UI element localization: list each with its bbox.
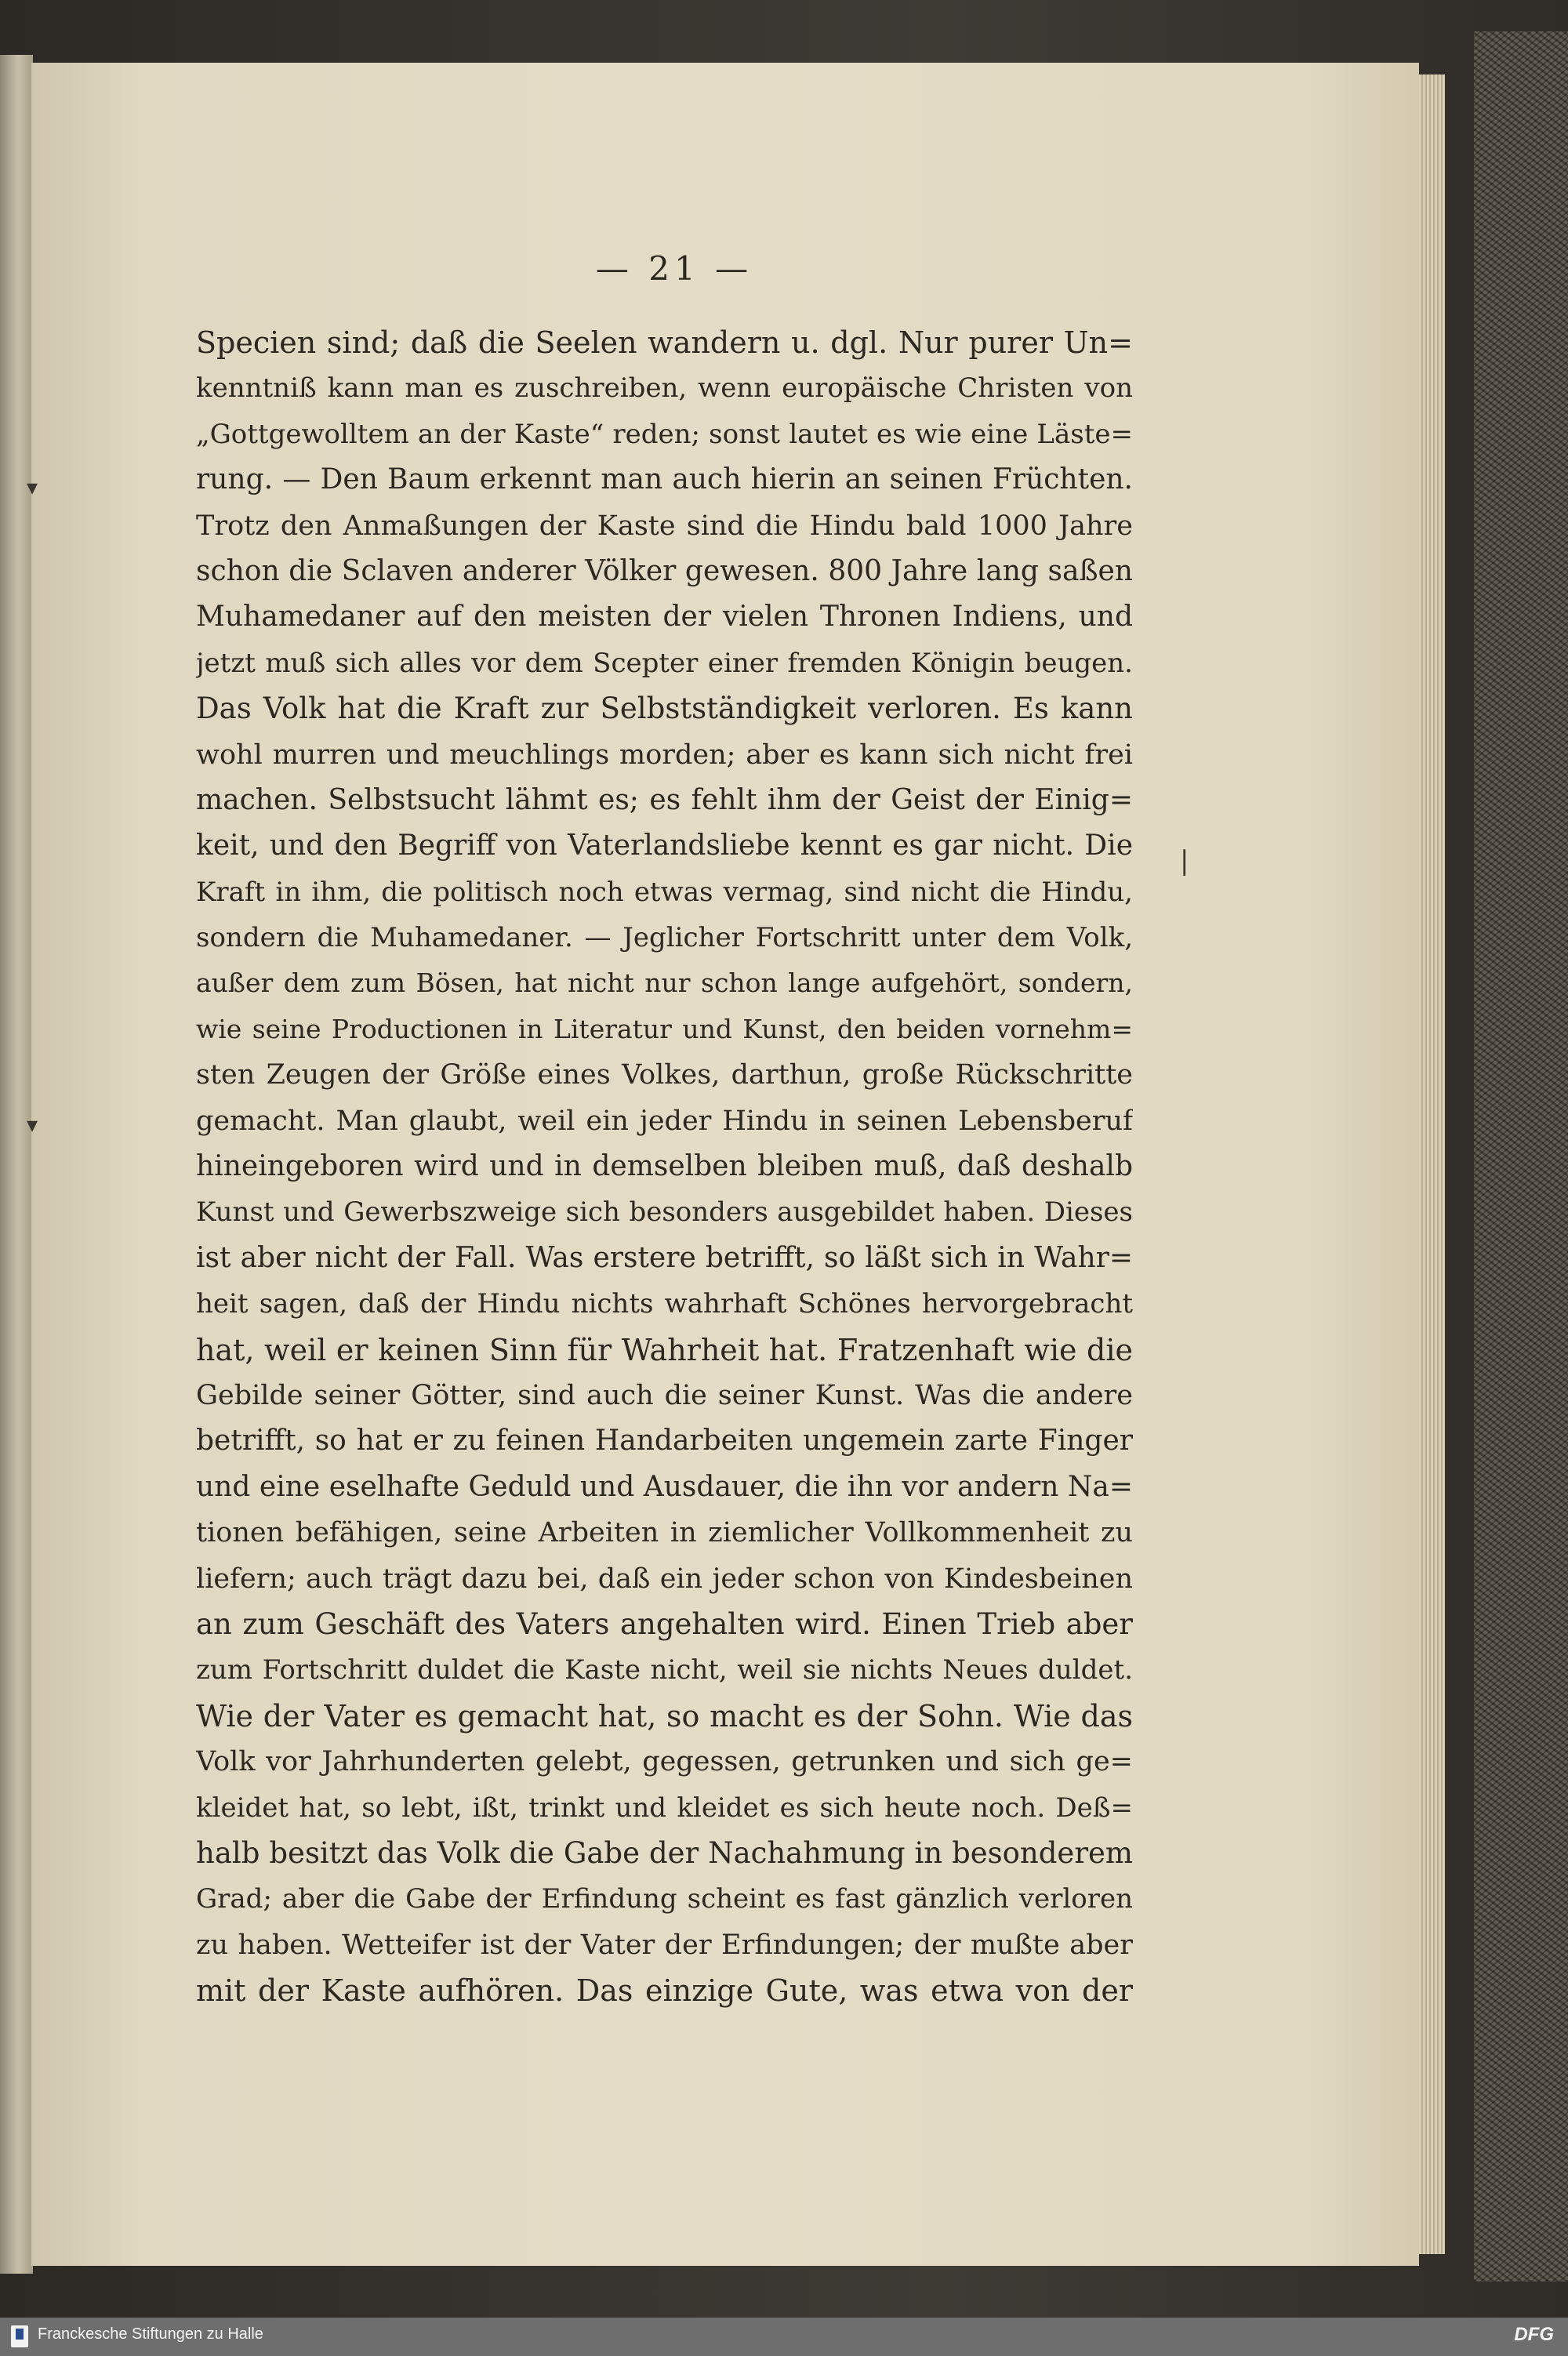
text-line: sondern die Muhamedaner. — Jeglicher Fortschritt unter dem Volk,	[196, 922, 1133, 954]
book-binding	[1474, 31, 1568, 2282]
text-line: und eine eselhafte Geduld und Ausdauer, die ihn vor andern Na=	[196, 1470, 1133, 1503]
text-line: gemacht. Man glaubt, weil ein jeder Hindu in seinen Lebensberuf	[196, 1105, 1133, 1137]
text-line: Das Volk hat die Kraft zur Selbstständigkeit verloren. Es kann	[196, 692, 1133, 726]
text-line: machen. Selbstsucht lähmt es; es fehlt ihm der Geist der Einig=	[196, 783, 1133, 816]
text-line: außer dem zum Bösen, hat nicht nur schon lange aufgehört, sondern,	[196, 967, 1133, 999]
text-line: jetzt muß sich alles vor dem Scepter einer fremden Königin beugen.	[196, 647, 1133, 679]
text-line: wie seine Productionen in Literatur und Kunst, den beiden vornehm=	[196, 1013, 1133, 1044]
text-line: halb besitzt das Volk die Gabe der Nachahmung in besonderem	[196, 1835, 1133, 1870]
left-page-edge	[0, 55, 33, 2274]
text-line: hineingeboren wird und in demselben bleiben muß, daß deshalb	[196, 1150, 1133, 1183]
text-line: heit sagen, daß der Hindu nichts wahrhaft Schönes hervorgebracht	[196, 1288, 1133, 1320]
text-line: Gebilde seiner Götter, sind auch die seiner Kunst. Was die andere	[196, 1379, 1133, 1411]
text-line: zum Fortschritt duldet die Kaste nicht, weil sie nichts Neues duldet.	[196, 1654, 1133, 1686]
text-line: rung. — Den Baum erkennt man auch hierin an seinen Früchten.	[196, 463, 1133, 496]
text-line: „Gottgewolltem an der Kaste“ reden; sonst lautet es wie eine Läste=	[196, 418, 1133, 450]
text-line: liefern; auch trägt dazu bei, daß ein jeder schon von Kindesbeinen	[196, 1563, 1133, 1595]
body-text	[196, 320, 1133, 2013]
text-line: keit, und den Begriff von Vaterlandsliebe kennt es gar nicht. Die	[196, 830, 1133, 862]
margin-tick: ▾	[27, 1112, 38, 1138]
page-number: — 21 —	[595, 249, 753, 288]
text-line: kenntniß kann man es zuschreiben, wenn europäische Christen von	[196, 372, 1133, 405]
text-line: schon die Sclaven anderer Völker gewesen. 800 Jahre lang saßen	[196, 554, 1133, 587]
footer-bar	[0, 2318, 1568, 2356]
margin-bar: |	[1180, 845, 1189, 877]
text-line: an zum Geschäft des Vaters angehalten wird. Einen Trieb aber	[196, 1606, 1133, 1641]
text-line: ist aber nicht der Fall. Was erstere betrifft, so läßt sich in Wahr=	[196, 1241, 1133, 1274]
institution-name: Franckesche Stiftungen zu Halle	[38, 2325, 263, 2343]
text-line: betrifft, so hat er zu feinen Handarbeiten ungemein zarte Finger	[196, 1425, 1133, 1458]
text-line: Specien sind; daß die Seelen wandern u. dgl. Nur purer Un=	[196, 325, 1133, 360]
text-line: tionen befähigen, seine Arbeiten in ziemlicher Vollkommenheit zu	[196, 1517, 1133, 1549]
text-line: Muhamedaner auf den meisten der vielen Thronen Indiens, und	[196, 601, 1133, 633]
text-line: wohl murren und meuchlings morden; aber es kann sich nicht frei	[196, 739, 1133, 771]
text-line: Wie der Vater es gemacht hat, so macht es der Sohn. Wie das	[196, 1698, 1133, 1733]
text-line: sten Zeugen der Größe eines Volkes, darthun, große Rückschritte	[196, 1059, 1133, 1091]
text-line: Kraft in ihm, die politisch noch etwas vermag, sind nicht die Hindu,	[196, 876, 1133, 908]
margin-tick: ▾	[27, 474, 38, 500]
text-line: zu haben. Wetteifer ist der Vater der Erfindungen; der mußte aber	[196, 1929, 1133, 1961]
dfg-logo: DFG	[1514, 2324, 1554, 2345]
text-line: hat, weil er keinen Sinn für Wahrheit hat. Fratzenhaft wie die	[196, 1332, 1133, 1367]
text-line: Trotz den Anmaßungen der Kaste sind die Hindu bald 1000 Jahre	[196, 510, 1133, 542]
text-line: Volk vor Jahrhunderten gelebt, gegessen, getrunken und sich ge=	[196, 1746, 1133, 1778]
text-line: mit der Kaste aufhören. Das einzige Gute, was etwa von der	[196, 1973, 1133, 2009]
text-line: Grad; aber die Gabe der Erfindung scheint es fast gänzlich verloren	[196, 1883, 1133, 1915]
institution-logo-icon	[11, 2325, 28, 2347]
text-line: kleidet hat, so lebt, ißt, trinkt und kleidet es sich heute noch. Deß=	[196, 1792, 1133, 1824]
text-line: Kunst und Gewerbszweige sich besonders ausgebildet haben. Dieses	[196, 1196, 1133, 1229]
